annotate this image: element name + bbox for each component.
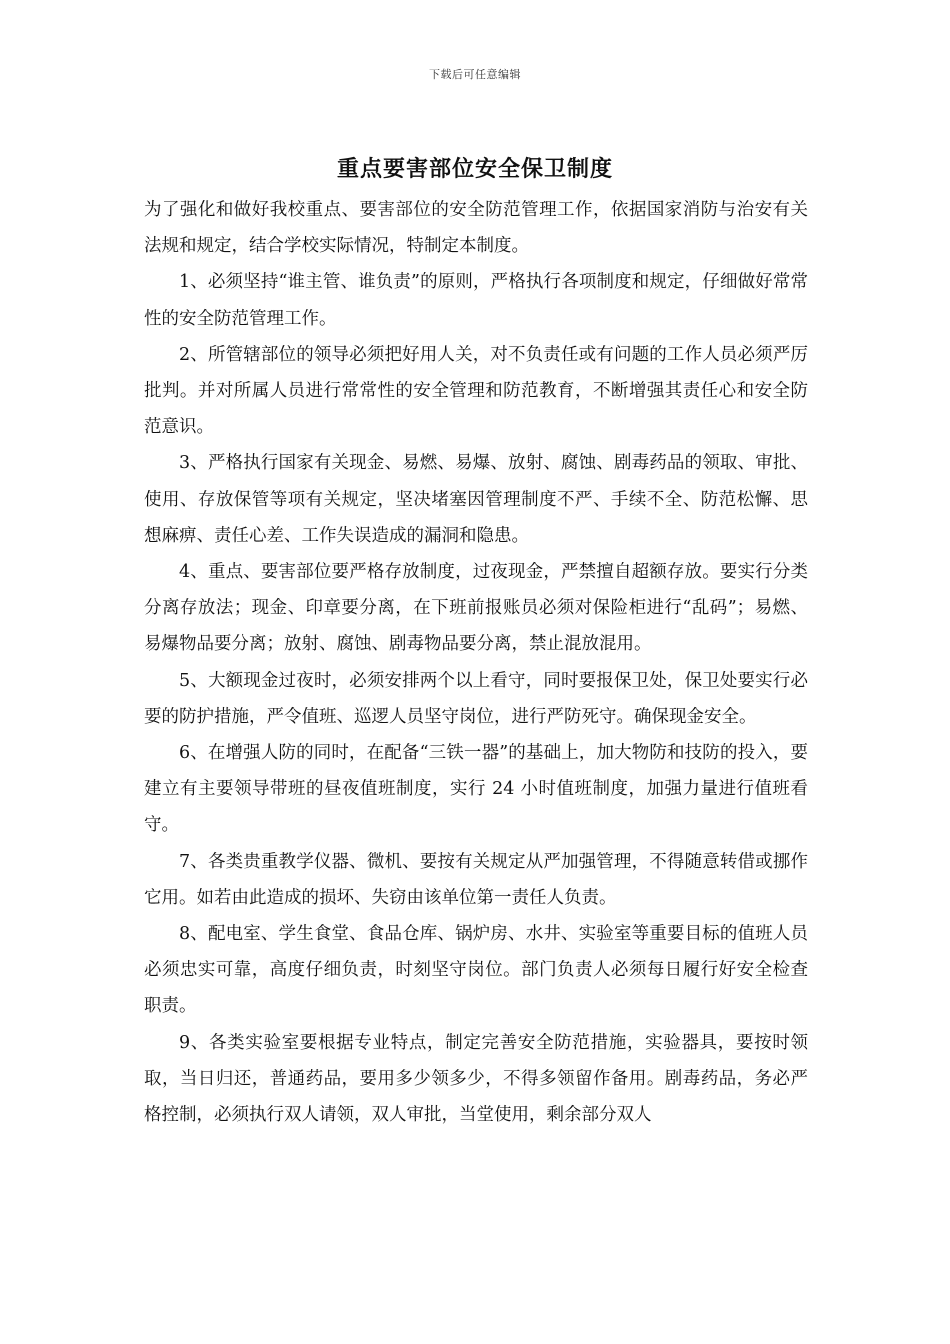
clause-9: 9、各类实验室要根据专业特点，制定完善安全防范措施，实验器具，要按时领取，当日归还，普通药品，要用多少领多少，不得多领留作备用。剧毒药品，务必严格控制，必须执行双人请领，双人审批，当堂使用，剩余部分双人 [144,1032,808,1126]
clause-6: 6、在增强人防的同时，在配备“三铁一器”的基础上，加大物防和技防的投入，要建立有主要领导带班的昼夜值班制度，实行 24 小时值班制度，加强力量进行值班看守。 [144,743,808,836]
intro-paragraph: 为了强化和做好我校重点、要害部位的安全防范管理工作，依据国家消防与治安有关法规和规定，结合学校实际情况，特制定本制度。 [144,200,808,257]
clause-1: 1、必须坚持“谁主管、谁负责”的原则，严格执行各项制度和规定，仔细做好常常性的安全防范管理工作。 [144,272,808,329]
header-note: 下载后可任意编辑 [429,68,521,81]
clause-8: 8、配电室、学生食堂、食品仓库、锅炉房、水井、实验室等重要目标的值班人员必须忠实可靠，高度仔细负责，时刻坚守岗位。部门负责人必须每日履行好安全检查职责。 [144,924,808,1017]
document-title: 重点要害部位安全保卫制度 [336,156,613,182]
document-body [144,192,808,1133]
clause-2: 2、所管辖部位的领导必须把好用人关，对不负责任或有问题的工作人员必须严厉批判。并对所属人员进行常常性的安全管理和防范教育，不断增强其责任心和安全防范意识。 [144,344,808,438]
clause-4: 4、重点、要害部位要严格存放制度，过夜现金，严禁擅自超额存放。要实行分类分离存放法；现金、印章要分离，在下班前报账员必须对保险柜进行“乱码”；易燃、易爆物品要分离；放射、腐蚀、剧毒物品要分离，禁止混放混用。 [144,562,808,655]
clause-5: 5、大额现金过夜时，必须安排两个以上看守，同时要报保卫处，保卫处要实行必要的防护措施，严令值班、巡逻人员坚守岗位，进行严防死守。确保现金安全。 [144,670,808,727]
clause-3: 3、严格执行国家有关现金、易燃、易爆、放射、腐蚀、剧毒药品的领取、审批、使用、存放保管等项有关规定，坚决堵塞因管理制度不严、手续不全、防范松懈、思想麻痹、责任心差、工作失误造成的漏洞和隐患。 [144,453,808,546]
clause-7: 7、各类贵重教学仪器、微机、要按有关规定从严加强管理，不得随意转借或挪作它用。如若由此造成的损坏、失窃由该单位第一责任人负责。 [144,851,808,908]
